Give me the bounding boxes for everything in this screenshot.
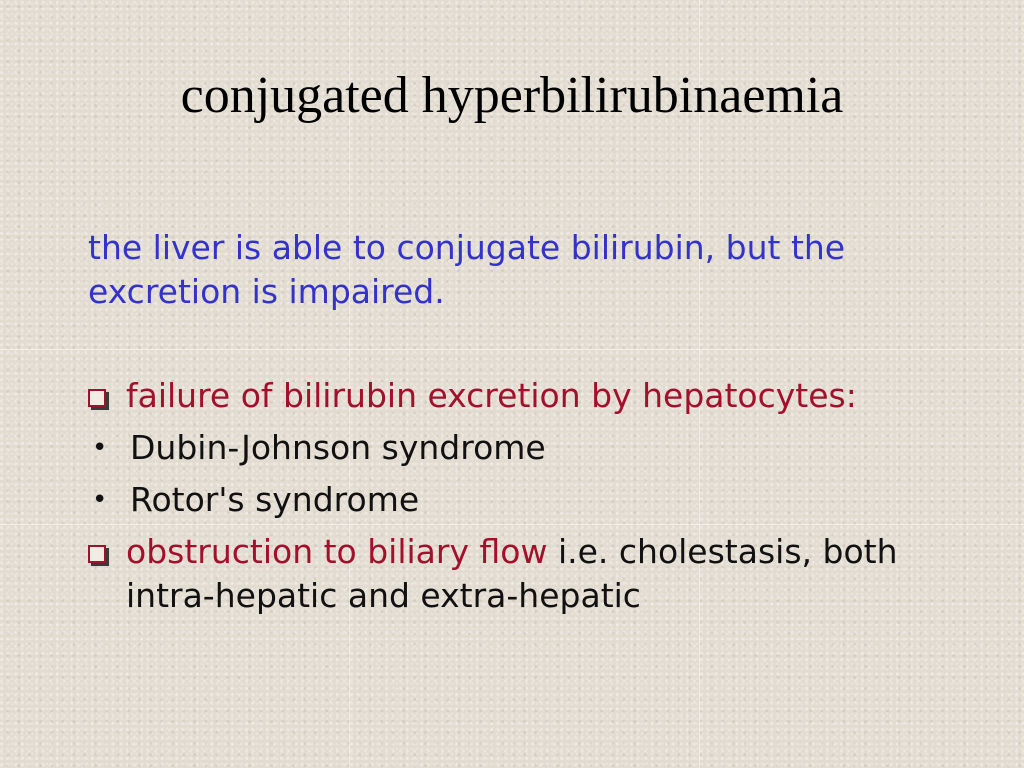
box-bullet-icon <box>88 389 106 407</box>
list-item <box>88 426 958 470</box>
slide-title: conjugated hyperbilirubinaemia <box>180 67 844 124</box>
list-item <box>88 374 958 418</box>
list-item-highlight: obstruction to biliary flow <box>126 532 548 571</box>
list-item <box>88 478 958 522</box>
list-item <box>88 530 958 618</box>
bullet-icon: • <box>92 485 108 515</box>
bullet-list <box>88 374 958 626</box>
list-item-text: Dubin-Johnson syndrome <box>130 428 546 467</box>
list-item-highlight: failure of bilirubin excretion by hepatocytes: <box>126 376 857 415</box>
list-item-text: Rotor's syndrome <box>130 480 420 519</box>
list-item-text: i.e. cholestasis, both intra-hepatic and extra-hepatic <box>126 532 898 615</box>
box-bullet-icon <box>88 545 106 563</box>
intro-paragraph: the liver is able to conjugate bilirubin, but the excretion is impaired. <box>88 228 846 311</box>
bullet-icon: • <box>92 433 108 463</box>
